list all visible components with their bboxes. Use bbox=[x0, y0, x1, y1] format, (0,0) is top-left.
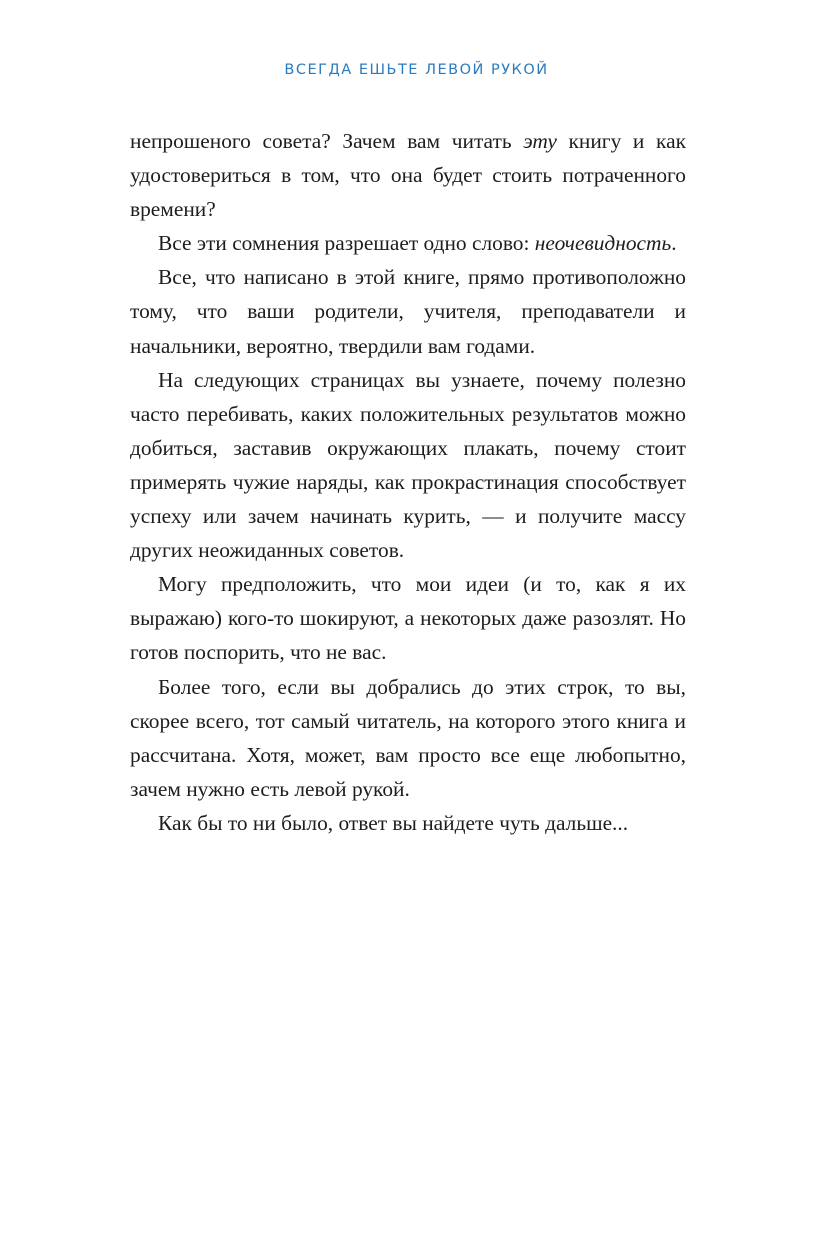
paragraph-1-emphasis: эту bbox=[523, 129, 557, 153]
paragraph-7: Как бы то ни было, ответ вы найдете чуть дальше... bbox=[158, 810, 629, 835]
body-text bbox=[130, 124, 686, 840]
paragraph-2-text-end: . bbox=[671, 231, 677, 256]
paragraph-2 bbox=[130, 226, 686, 260]
running-header: ВСЕГДА ЕШЬТЕ ЛЕВОЙ РУКОЙ bbox=[284, 62, 549, 78]
paragraph-1-text-start: непрошеного совета? Зачем вам читать bbox=[130, 129, 524, 153]
paragraph-3: Все, что написано в этой книге, прямо противоположно тому, что ваши родители, учителя, преподаватели и начальники, вероятно, твердили вам годами. bbox=[130, 265, 686, 358]
paragraph-2-emphasis: неочевидность bbox=[534, 231, 672, 256]
paragraph-6: Более того, если вы добрались до этих строк, то вы, скорее всего, тот самый читатель, на которого этого книга и рассчитана. Хотя, может, вам просто все еще любопытно, зачем нужно есть левой рукой. bbox=[130, 674, 686, 801]
paragraph-1-text-end: книгу и как удостовериться в том, что она будет стоить потраченного времени? bbox=[130, 129, 687, 222]
paragraph-4: На следующих страницах вы узнаете, почему полезно часто перебивать, каких положительных результатов можно добиться, заставив окружающих плакать, почему стоит примерять чужие наряды, как прокрастинация способствует успеху или зачем начинать курить, — и получите массу других неожиданных советов. bbox=[130, 367, 686, 563]
paragraph-1 bbox=[130, 124, 686, 226]
paragraph-2-text-start: Все эти сомнения разрешает одно слово: bbox=[158, 231, 535, 256]
paragraph-5: Могу предположить, что мои идеи (и то, как я их выражаю) кого-то шокируют, а некоторых даже разозлят. Но готов поспорить, что не вас. bbox=[130, 572, 686, 665]
